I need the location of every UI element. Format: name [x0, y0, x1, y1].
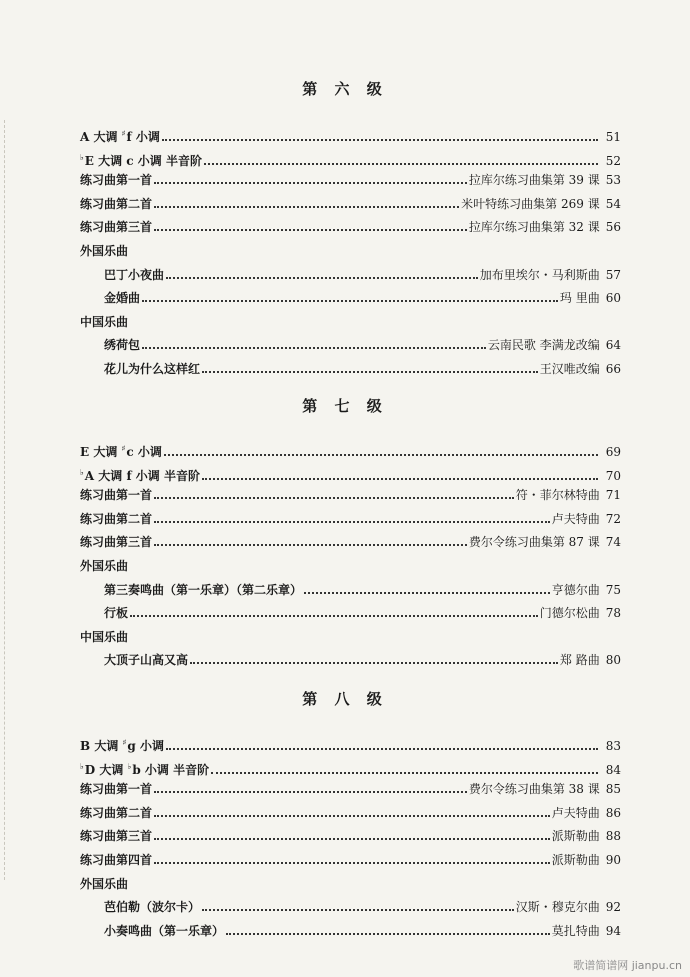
- entry-title: [104, 604, 128, 622]
- page-number: 60: [605, 291, 621, 306]
- entry-title: [104, 651, 188, 669]
- entry-text: 练习曲第一首: [80, 488, 153, 503]
- dot-leader: [154, 851, 550, 864]
- entry-title: [80, 733, 164, 755]
- toc-entry[interactable]: [80, 195, 621, 213]
- entry-composer: 费尔令练习曲集第 38 课: [468, 782, 600, 797]
- dot-leader: [154, 510, 550, 523]
- accidental-mark: ♭: [80, 151, 84, 162]
- entry-composer: 拉库尔练习曲集第 32 课: [468, 220, 600, 235]
- toc-entry[interactable]: [80, 124, 621, 142]
- entry-title: [80, 439, 162, 461]
- toc-entry[interactable]: [80, 533, 621, 551]
- accidental-mark: ♭: [80, 466, 84, 477]
- toc-entry[interactable]: [80, 218, 621, 236]
- toc-entry[interactable]: [80, 171, 621, 189]
- entry-composer: 加布里埃尔・马利斯曲: [479, 267, 600, 282]
- section-heading: 第 八 级: [302, 690, 388, 708]
- dot-leader: [166, 737, 598, 750]
- entry-composer: 米叶特练习曲集第 269 课: [461, 196, 600, 211]
- dot-leader: [154, 780, 467, 793]
- page-number: 69: [605, 445, 621, 459]
- category-label: 中国乐曲: [80, 629, 129, 644]
- entry-title: [80, 124, 160, 146]
- dot-leader: [164, 443, 598, 456]
- accidental-mark: ♯: [122, 737, 127, 747]
- entry-title: [80, 195, 152, 213]
- entry-composer: 王汉唯改编: [539, 362, 600, 376]
- page-number: 88: [605, 829, 621, 844]
- entry-title: [80, 510, 152, 528]
- entry-text: 花儿为什么这样红: [104, 362, 201, 376]
- entry-composer: 拉库尔练习曲集第 39 课: [468, 173, 600, 188]
- page-number: 92: [605, 900, 621, 915]
- entry-title: [80, 463, 200, 485]
- toc-entry[interactable]: [104, 336, 621, 354]
- entry-text-secondary: g 小调: [127, 739, 164, 753]
- binding-margin: [4, 120, 6, 880]
- entry-text: 练习曲第二首: [80, 511, 153, 526]
- dot-leader: [154, 533, 467, 546]
- entry-text: 金婚曲: [104, 291, 141, 306]
- entry-text: 练习曲第二首: [80, 805, 153, 820]
- page-number: 54: [605, 196, 621, 211]
- entry-text: 练习曲第一首: [80, 173, 153, 188]
- entry-title: [104, 898, 200, 916]
- entry-composer: 门德尔松曲: [539, 606, 600, 621]
- page-number: 53: [605, 173, 621, 188]
- toc-entry[interactable]: [80, 439, 621, 457]
- entry-composer: 符・菲尔林特曲: [515, 488, 600, 503]
- entry-title: [80, 533, 152, 551]
- entry-title: [80, 757, 209, 779]
- entry-text: 练习曲第三首: [80, 535, 153, 550]
- entry-text: 练习曲第二首: [80, 196, 153, 211]
- page-number: 72: [605, 511, 621, 526]
- entry-text: B 大调: [80, 739, 123, 753]
- dot-leader: [211, 761, 598, 774]
- dot-leader: [154, 804, 550, 817]
- page-number: 51: [605, 130, 621, 144]
- page-number: 83: [605, 739, 621, 753]
- dot-leader: [190, 651, 558, 664]
- category-label: 外国乐曲: [80, 876, 129, 891]
- page-number: 84: [605, 762, 621, 777]
- entry-composer: 亨德尔曲: [551, 582, 600, 597]
- page-number: 70: [605, 468, 621, 483]
- watermark: 歌谱简谱网 jianpu.cn: [573, 959, 682, 972]
- entry-text: 芭伯勒（波尔卡）: [104, 900, 201, 915]
- toc-entry[interactable]: [80, 510, 621, 528]
- entry-text: E 大调 c 小调 半音阶: [84, 153, 202, 168]
- toc-entry[interactable]: [80, 851, 621, 869]
- entry-title: [104, 360, 200, 378]
- entry-text-secondary: b 小调 半音阶: [132, 762, 210, 777]
- toc-entry[interactable]: [80, 804, 621, 822]
- entry-text: A 大调 f 小调 半音阶: [84, 468, 200, 483]
- dot-leader: [142, 336, 486, 349]
- entry-composer: 莫扎特曲: [551, 923, 600, 938]
- entry-text-secondary: f 小调: [126, 130, 160, 144]
- entry-text: D 大调: [84, 762, 128, 777]
- dot-leader: [226, 922, 550, 935]
- entry-composer: 玛 里曲: [559, 291, 600, 306]
- entry-title: [80, 851, 152, 869]
- dot-leader: [304, 581, 550, 594]
- entry-text: 练习曲第三首: [80, 829, 153, 844]
- entry-title: [104, 581, 302, 599]
- dot-leader: [202, 898, 514, 911]
- entry-composer: 卢夫特曲: [551, 511, 600, 526]
- toc-entry[interactable]: [104, 581, 621, 599]
- entry-composer: 派斯勒曲: [551, 853, 600, 867]
- entry-text: E 大调: [80, 445, 122, 459]
- page-number: 85: [605, 782, 621, 797]
- toc-entry[interactable]: [104, 898, 621, 916]
- entry-composer: 派斯勒曲: [551, 829, 600, 844]
- entry-composer: 汉斯・穆克尔曲: [515, 900, 600, 915]
- entry-title: [104, 336, 140, 354]
- page-number: 74: [605, 535, 621, 550]
- page-number: 56: [605, 220, 621, 235]
- entry-text-secondary: c 小调: [126, 445, 162, 459]
- toc-entry[interactable]: [80, 827, 621, 845]
- entry-text: 行板: [104, 606, 129, 621]
- accidental-mark: ♭: [127, 760, 132, 771]
- category-label: 中国乐曲: [80, 314, 129, 329]
- page-number: 71: [605, 488, 621, 503]
- entry-text: 第三奏鸣曲（第一乐章）（第二乐章）: [104, 582, 303, 597]
- page-number: 64: [605, 338, 621, 353]
- toc-entry[interactable]: [104, 289, 621, 307]
- entry-title: [80, 804, 152, 822]
- dot-leader: [154, 486, 514, 499]
- page-number: 80: [605, 653, 621, 668]
- toc-entry[interactable]: [104, 360, 621, 378]
- entry-title: [80, 486, 152, 504]
- toc-entry[interactable]: [80, 757, 621, 775]
- entry-title: [80, 148, 202, 170]
- entry-title: [80, 218, 152, 236]
- entry-text: 小奏鸣曲（第一乐章）: [104, 923, 225, 938]
- category-label: 外国乐曲: [80, 244, 129, 258]
- entry-title: [80, 827, 152, 845]
- entry-title: [80, 780, 152, 798]
- dot-leader: [202, 467, 598, 480]
- accidental-mark: ♭: [80, 760, 84, 771]
- category-label: 外国乐曲: [80, 559, 129, 573]
- page-number: 78: [605, 606, 621, 621]
- entry-composer: 费尔令练习曲集第 87 课: [468, 535, 600, 550]
- dot-leader: [204, 152, 598, 165]
- dot-leader: [154, 195, 459, 208]
- entry-text: 练习曲第四首: [80, 853, 153, 867]
- toc-entry[interactable]: [104, 266, 621, 284]
- entry-text: A 大调: [80, 130, 122, 144]
- entry-title: [104, 922, 224, 940]
- page-number: 94: [605, 923, 621, 938]
- entry-composer: 卢夫特曲: [551, 805, 600, 820]
- entry-text: 巴丁小夜曲: [104, 267, 165, 282]
- toc-entry[interactable]: [80, 463, 621, 481]
- dot-leader: [130, 604, 538, 617]
- dot-leader: [166, 266, 478, 279]
- accidental-mark: ♯: [121, 443, 126, 453]
- entry-composer: 郑 路曲: [559, 653, 600, 668]
- section-heading: 第 七 级: [302, 397, 388, 415]
- entry-text: 练习曲第一首: [80, 782, 153, 797]
- toc-entry[interactable]: [104, 604, 621, 622]
- page-number: 75: [605, 582, 621, 597]
- entry-text: 练习曲第三首: [80, 220, 153, 235]
- toc-entry[interactable]: [80, 733, 621, 751]
- toc-entry[interactable]: [104, 651, 621, 669]
- dot-leader: [162, 128, 598, 141]
- page-number: 90: [605, 853, 621, 867]
- dot-leader: [154, 827, 550, 840]
- section-heading: 第 六 级: [302, 80, 388, 98]
- accidental-mark: ♯: [121, 128, 126, 138]
- page-number: 86: [605, 805, 621, 820]
- entry-text: 绣荷包: [104, 338, 141, 353]
- toc-entry[interactable]: [104, 922, 621, 940]
- entry-composer: 云南民歌 李满龙改编: [487, 338, 600, 353]
- toc-entry[interactable]: [80, 486, 621, 504]
- entry-title: [104, 289, 140, 307]
- entry-title: [80, 171, 152, 189]
- dot-leader: [154, 171, 467, 184]
- page-number: 66: [605, 362, 621, 376]
- page-number: 52: [605, 153, 621, 168]
- entry-title: [104, 266, 164, 284]
- dot-leader: [142, 289, 558, 302]
- toc-entry[interactable]: [80, 148, 621, 166]
- page-number: 57: [605, 267, 621, 282]
- toc-entry[interactable]: [80, 780, 621, 798]
- dot-leader: [154, 218, 467, 231]
- dot-leader: [202, 360, 538, 373]
- entry-text: 大顶子山高又高: [104, 653, 189, 668]
